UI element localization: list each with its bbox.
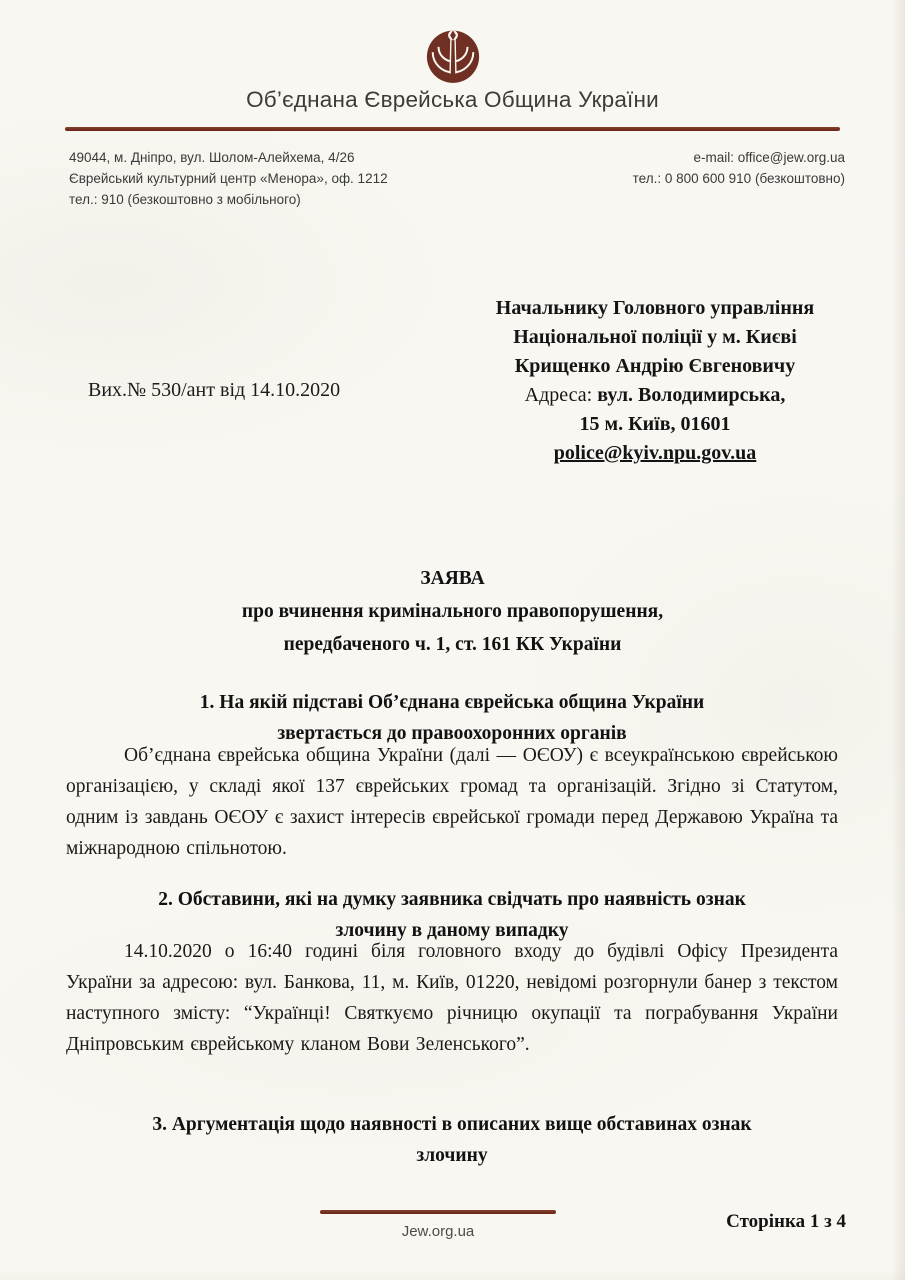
section2-heading-line2: злочину в даному випадку	[335, 920, 569, 941]
section2-heading-line1: 2. Обставини, які на думку заявника свідчать про наявність ознак	[158, 889, 746, 910]
address-line: Єврейський культурний центр «Менора», оф. 1212	[69, 171, 388, 186]
address-label: Адреса:	[524, 384, 598, 406]
phone-line: тел.: 910 (безкоштовно з мобільного)	[69, 192, 301, 207]
recipient-address-line2: 15 м. Київ, 01601	[579, 413, 731, 435]
organization-logo-icon	[424, 26, 482, 84]
contact-block-right	[633, 147, 845, 189]
section3-heading	[66, 1109, 838, 1171]
section3-heading-line2: злочину	[416, 1145, 488, 1166]
recipient-name: Крищенко Андрію Євгеновичу	[514, 355, 796, 377]
recipient-address-line1	[450, 381, 860, 410]
document-title	[0, 562, 905, 661]
outgoing-reference-number: Вих.№ 530/ант від 14.10.2020	[88, 379, 341, 401]
recipient-block	[450, 294, 860, 468]
section1-heading-line2: звертається до правоохоронних органів	[277, 723, 627, 744]
recipient-title: Начальнику Головного управління	[495, 297, 815, 319]
organization-name: Об’єднана Єврейська Община України	[246, 87, 659, 112]
section1-paragraph: Об’єднана єврейська община України (далі — ОЄОУ) є всеукраїнською єврейською організацією, у складі якої 137 єврейських громад та організацій. Згідно зі Статутом, одним із завдань ОЄОУ є захист інтересів єврейської громади перед Державою Україна та міжнародною спільнотою.	[66, 745, 838, 859]
recipient-email: police@kyiv.npu.gov.ua	[553, 442, 757, 464]
phone-line: тел.: 0 800 600 910 (безкоштовно)	[632, 171, 845, 186]
page-number: Сторінка 1 з 4	[726, 1211, 846, 1232]
title-subline1: про вчинення кримінального правопорушення,	[241, 601, 664, 622]
email-line: e-mail: office@jew.org.ua	[693, 150, 845, 165]
section3-heading-line1: 3. Аргументація щодо наявності в описаних вище обставинах ознак	[152, 1114, 752, 1135]
footer-divider	[320, 1210, 556, 1214]
header-divider	[65, 127, 840, 131]
title-word: ЗАЯВА	[420, 568, 485, 589]
section1-heading-line1: 1. На якій підставі Об’єднана єврейська община України	[199, 692, 705, 713]
title-subline2: передбаченого ч. 1, ст. 161 КК України	[283, 634, 622, 655]
section2-paragraph: 14.10.2020 о 16:40 годині біля головного входу до будівлі Офісу Президента України за адресою: вул. Банкова, 11, м. Київ, 01220, невідомі розгорнули банер з текстом наступного змісту: “Українці! Святкуємо річницю окупації та пограбування України Дніпровським єврейському кланом Вови Зеленського”.	[66, 941, 838, 1055]
address-street: вул. Володимирська,	[597, 384, 786, 406]
recipient-org: Національної поліції у м. Києві	[513, 326, 797, 348]
address-line: 49044, м. Дніпро, вул. Шолом-Алейхема, 4/26	[69, 150, 355, 165]
footer-website: Jew.org.ua	[401, 1223, 475, 1240]
contact-block-left	[69, 147, 388, 210]
